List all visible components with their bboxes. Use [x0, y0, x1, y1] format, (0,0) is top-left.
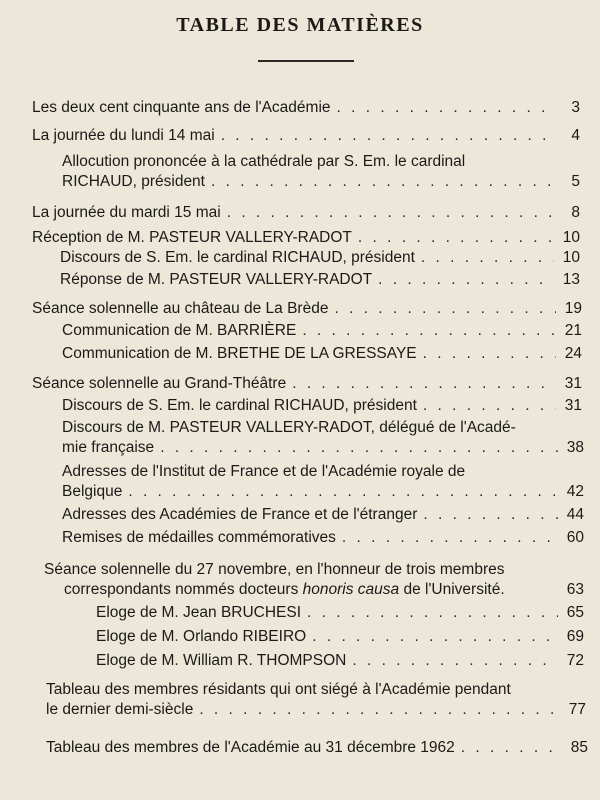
toc-entry-label: Réception de M. PASTEUR VALLERY-RADOT	[32, 229, 352, 246]
toc-entry[interactable]	[32, 203, 580, 223]
toc-entry[interactable]	[62, 321, 582, 341]
toc-entry-page: 60	[566, 529, 584, 546]
toc-entry[interactable]	[62, 152, 580, 192]
toc-entry-label: Eloge de M. Jean BRUCHESI	[96, 604, 302, 621]
leader-dots	[421, 248, 554, 268]
toc-entry-page: 65	[566, 604, 584, 621]
label-italic-part: honoris causa	[302, 581, 400, 598]
leader-dots	[334, 299, 556, 319]
toc-entry[interactable]	[62, 462, 584, 502]
toc-entry-label: Adresses de l'Institut de France et de l'Académie royale de	[62, 463, 466, 480]
toc-entry-label: Eloge de M. Orlando RIBEIRO	[96, 628, 307, 645]
leader-dots	[461, 738, 562, 758]
leader-dots	[352, 651, 558, 671]
toc-entry-label: Séance solennelle du 27 novembre, en l'honneur de trois membres	[44, 561, 505, 578]
toc-entry-page: 10	[562, 249, 580, 266]
leader-dots	[358, 228, 554, 248]
toc-entry-label-cont: Belgique	[62, 483, 123, 500]
toc-entry-label: Séance solennelle au Grand-Théâtre	[32, 375, 287, 392]
leader-dots	[312, 627, 558, 647]
toc-entry[interactable]	[62, 396, 582, 416]
page-title: TABLE DES MATIÈRES	[176, 14, 424, 36]
toc-entry[interactable]	[62, 418, 584, 458]
toc-entry-label: La journée du lundi 14 mai	[32, 127, 215, 144]
leader-dots	[211, 172, 554, 192]
toc-entry-label: Allocution prononcée à la cathédrale par S. Em. le cardinal	[62, 153, 466, 170]
toc-entry-label: Eloge de M. William R. THOMPSON	[96, 652, 347, 669]
toc-entry[interactable]	[96, 603, 584, 623]
leader-dots	[302, 321, 556, 341]
toc-entry-page: 31	[564, 397, 582, 414]
toc-entry-page: 10	[562, 229, 580, 246]
toc-entry-label: Communication de M. BARRIÈRE	[62, 322, 297, 339]
leader-dots	[227, 203, 554, 223]
toc-entry-label-cont: mie française	[62, 439, 155, 456]
toc-entry-label-cont: RICHAUD, président	[62, 173, 205, 190]
toc-entry-label: Tableau des membres de l'Académie au 31 décembre 1962	[46, 739, 455, 756]
toc-entry-page: 42	[566, 483, 584, 500]
toc-entry[interactable]	[32, 374, 582, 394]
toc-entry-label: Discours de S. Em. le cardinal RICHAUD, président	[62, 397, 417, 414]
toc-entry-label: Réponse de M. PASTEUR VALLERY-RADOT	[60, 271, 373, 288]
toc-entry-page: 44	[566, 506, 584, 523]
toc-entry[interactable]	[46, 680, 586, 720]
toc-entry-page: 3	[571, 99, 580, 116]
toc-entry[interactable]	[96, 651, 584, 671]
toc-entry-page: 4	[571, 127, 580, 144]
toc-entry-label: Les deux cent cinquante ans de l'Académie	[32, 99, 331, 116]
toc-entry[interactable]	[60, 248, 580, 268]
toc-entry-page: 63	[566, 581, 584, 598]
leader-dots	[423, 344, 556, 364]
toc-entry-page: 72	[566, 652, 584, 669]
toc-entry[interactable]	[62, 505, 584, 525]
toc-entry[interactable]	[32, 228, 580, 248]
toc-entry[interactable]	[62, 528, 584, 548]
leader-dots	[221, 126, 554, 146]
leader-dots	[337, 98, 554, 118]
toc-entry-page: 69	[566, 628, 584, 645]
toc-entry[interactable]	[60, 270, 580, 290]
toc-entry-page: 31	[564, 375, 582, 392]
toc-entry[interactable]	[96, 627, 584, 647]
leader-dots	[342, 528, 558, 548]
toc-entry[interactable]	[46, 738, 588, 758]
toc-entry-page: 5	[571, 173, 580, 190]
toc-entry-label: Remises de médailles commémoratives	[62, 529, 336, 546]
leader-dots	[378, 270, 554, 290]
toc-entry-page: 21	[564, 322, 582, 339]
toc-entry-label: Communication de M. BRETHE DE LA GRESSAYE	[62, 345, 417, 362]
toc-entry-page: 38	[566, 439, 584, 456]
toc-entry[interactable]	[32, 126, 580, 146]
leader-dots	[423, 396, 556, 416]
toc-entry[interactable]	[44, 560, 584, 600]
toc-entry[interactable]	[32, 98, 580, 118]
leader-dots	[128, 482, 558, 502]
toc-entry-page: 8	[571, 204, 580, 221]
toc-entry-label: Adresses des Académies de France et de l'étranger	[62, 506, 418, 523]
label-part: de l'Université.	[399, 581, 505, 598]
leader-dots	[199, 700, 560, 720]
toc-entry-label: Discours de M. PASTEUR VALLERY-RADOT, délégué de l'Acadé-	[62, 419, 516, 436]
toc-entry-page: 77	[568, 701, 586, 718]
toc-entry-page: 85	[570, 739, 588, 756]
toc-entry-label: La journée du mardi 15 mai	[32, 204, 221, 221]
toc-entry-page: 24	[564, 345, 582, 362]
toc-entry-label: Discours de S. Em. le cardinal RICHAUD, président	[60, 249, 415, 266]
toc-entry-label: Tableau des membres résidants qui ont siégé à l'Académie pendant	[46, 681, 511, 698]
toc-entry-page: 19	[564, 300, 582, 317]
label-part: correspondants nommés docteurs	[64, 581, 303, 598]
toc-entry-label-cont: le dernier demi-siècle	[46, 701, 194, 718]
leader-dots	[292, 374, 556, 394]
leader-dots	[160, 438, 558, 458]
toc-entry-page: 13	[562, 271, 580, 288]
toc-entry[interactable]	[62, 344, 582, 364]
leader-dots	[307, 603, 558, 623]
toc-entry-label-cont	[64, 580, 505, 600]
toc-entry[interactable]	[32, 299, 582, 319]
leader-dots	[423, 505, 558, 525]
toc-entry-label: Séance solennelle au château de La Brède	[32, 300, 329, 317]
